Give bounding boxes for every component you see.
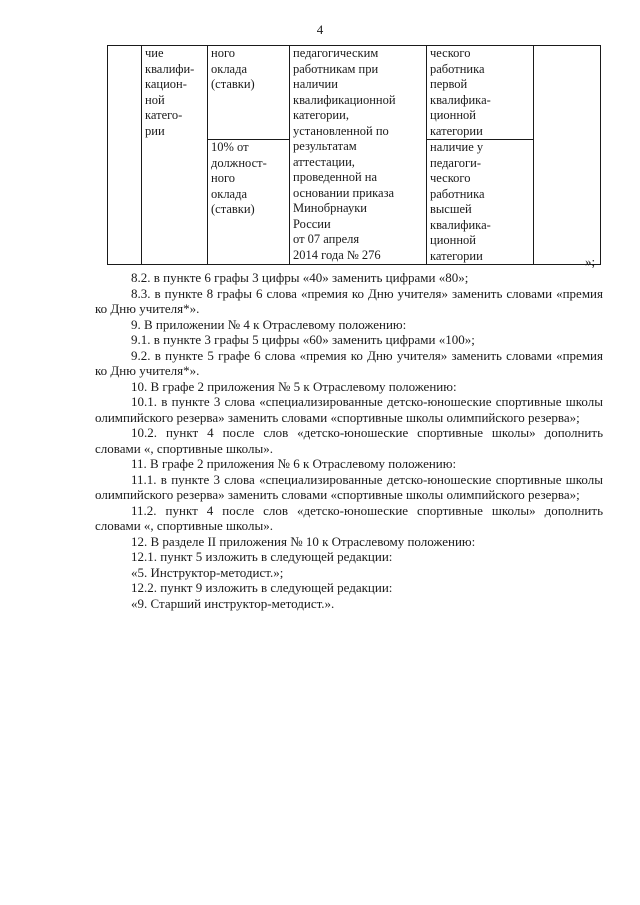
paragraph: 11. В графе 2 приложения № 6 к Отраслевому положению: [131,456,457,471]
paragraph: «9. Старший инструктор-методист.». [131,595,335,611]
paragraph: 12.1. пункт 5 изложить в следующей редакции: [131,549,393,564]
table-cell-col3 [208,140,290,265]
table-cell-col6 [534,46,601,265]
cell-text: результатам аттестации, проведенной на основании приказа Минобрнауки России от 07 апреля 2014 года № 276 [293,139,395,262]
paragraph: 12.2. пункт 9 изложить в следующей редакции: [131,580,393,595]
paragraph: 8.2. в пункте 6 графы 3 цифры «40» заменить цифрами «80»; [131,270,469,285]
continuation-table [107,45,601,265]
paragraph: 9. В приложении № 4 к Отраслевому положению: [131,316,407,332]
cell-text: педагогическим работникам при наличии квалификационной категории, установленной по [293,46,396,138]
table-cell-col2 [142,46,208,265]
paragraph: 9.1. в пункте 3 графы 5 цифры «60» заменить цифрами «100»; [131,332,475,347]
paragraph: 12. В разделе II приложения № 10 к Отраслевому положению: [131,533,476,549]
paragraph: 9.2. в пункте 5 графе 6 слова «премия ко Дню учителя» заменить словами «премия ко Дню учителя*». [95,347,603,378]
cell-text: наличие у педагоги- ческого работника высшей квалифика- ционной категории [430,140,491,263]
cell-text: 10% от должност- ного оклада (ставки) [211,140,267,216]
paragraph: 10.1. в пункте 3 слова «специализированные детско-юношеские спортивные школы олимпийского резерва» заменить словами «спортивные школы олимпийского резерва»; [95,394,603,425]
table-cell-col3 [208,46,290,140]
closing-quote-mark: »; [585,254,596,269]
paragraph: 10. В графе 2 приложения № 5 к Отраслевому положению: [131,378,457,394]
body-text [95,270,603,611]
cell-text: ного оклада (ставки) [211,46,255,91]
paragraph: 8.3. в пункте 8 графы 6 слова «премия ко Дню учителя» заменить словами «премия ко Дню учителя*». [95,285,603,316]
paragraph: 10.2. пункт 4 после слов «детско-юношеские спортивные школы» дополнить словами «, спортивные школы». [95,425,603,456]
page-number: 4 [316,22,324,37]
table-cell-col5 [427,46,534,140]
paragraph: 11.1. в пункте 3 слова «специализированные детско-юношеские спортивные школы олимпийского резерва» заменить словами «спортивные школы олимпийского резерва»; [95,471,603,502]
cell-text: ческого работника первой квалифика- ционной категории [430,46,491,138]
table-cell-col4 [290,46,427,265]
table-cell-col5 [427,140,534,265]
paragraph: 11.2. пункт 4 после слов «детско-юношеские спортивные школы» дополнить словами «, спортивные школы». [95,502,603,533]
cell-text: чие квалифи- кацион- ной катего- рии [145,46,195,138]
paragraph: «5. Инструктор-методист.»; [131,564,284,580]
table-cell-col1 [108,46,142,265]
table-row [108,46,601,140]
